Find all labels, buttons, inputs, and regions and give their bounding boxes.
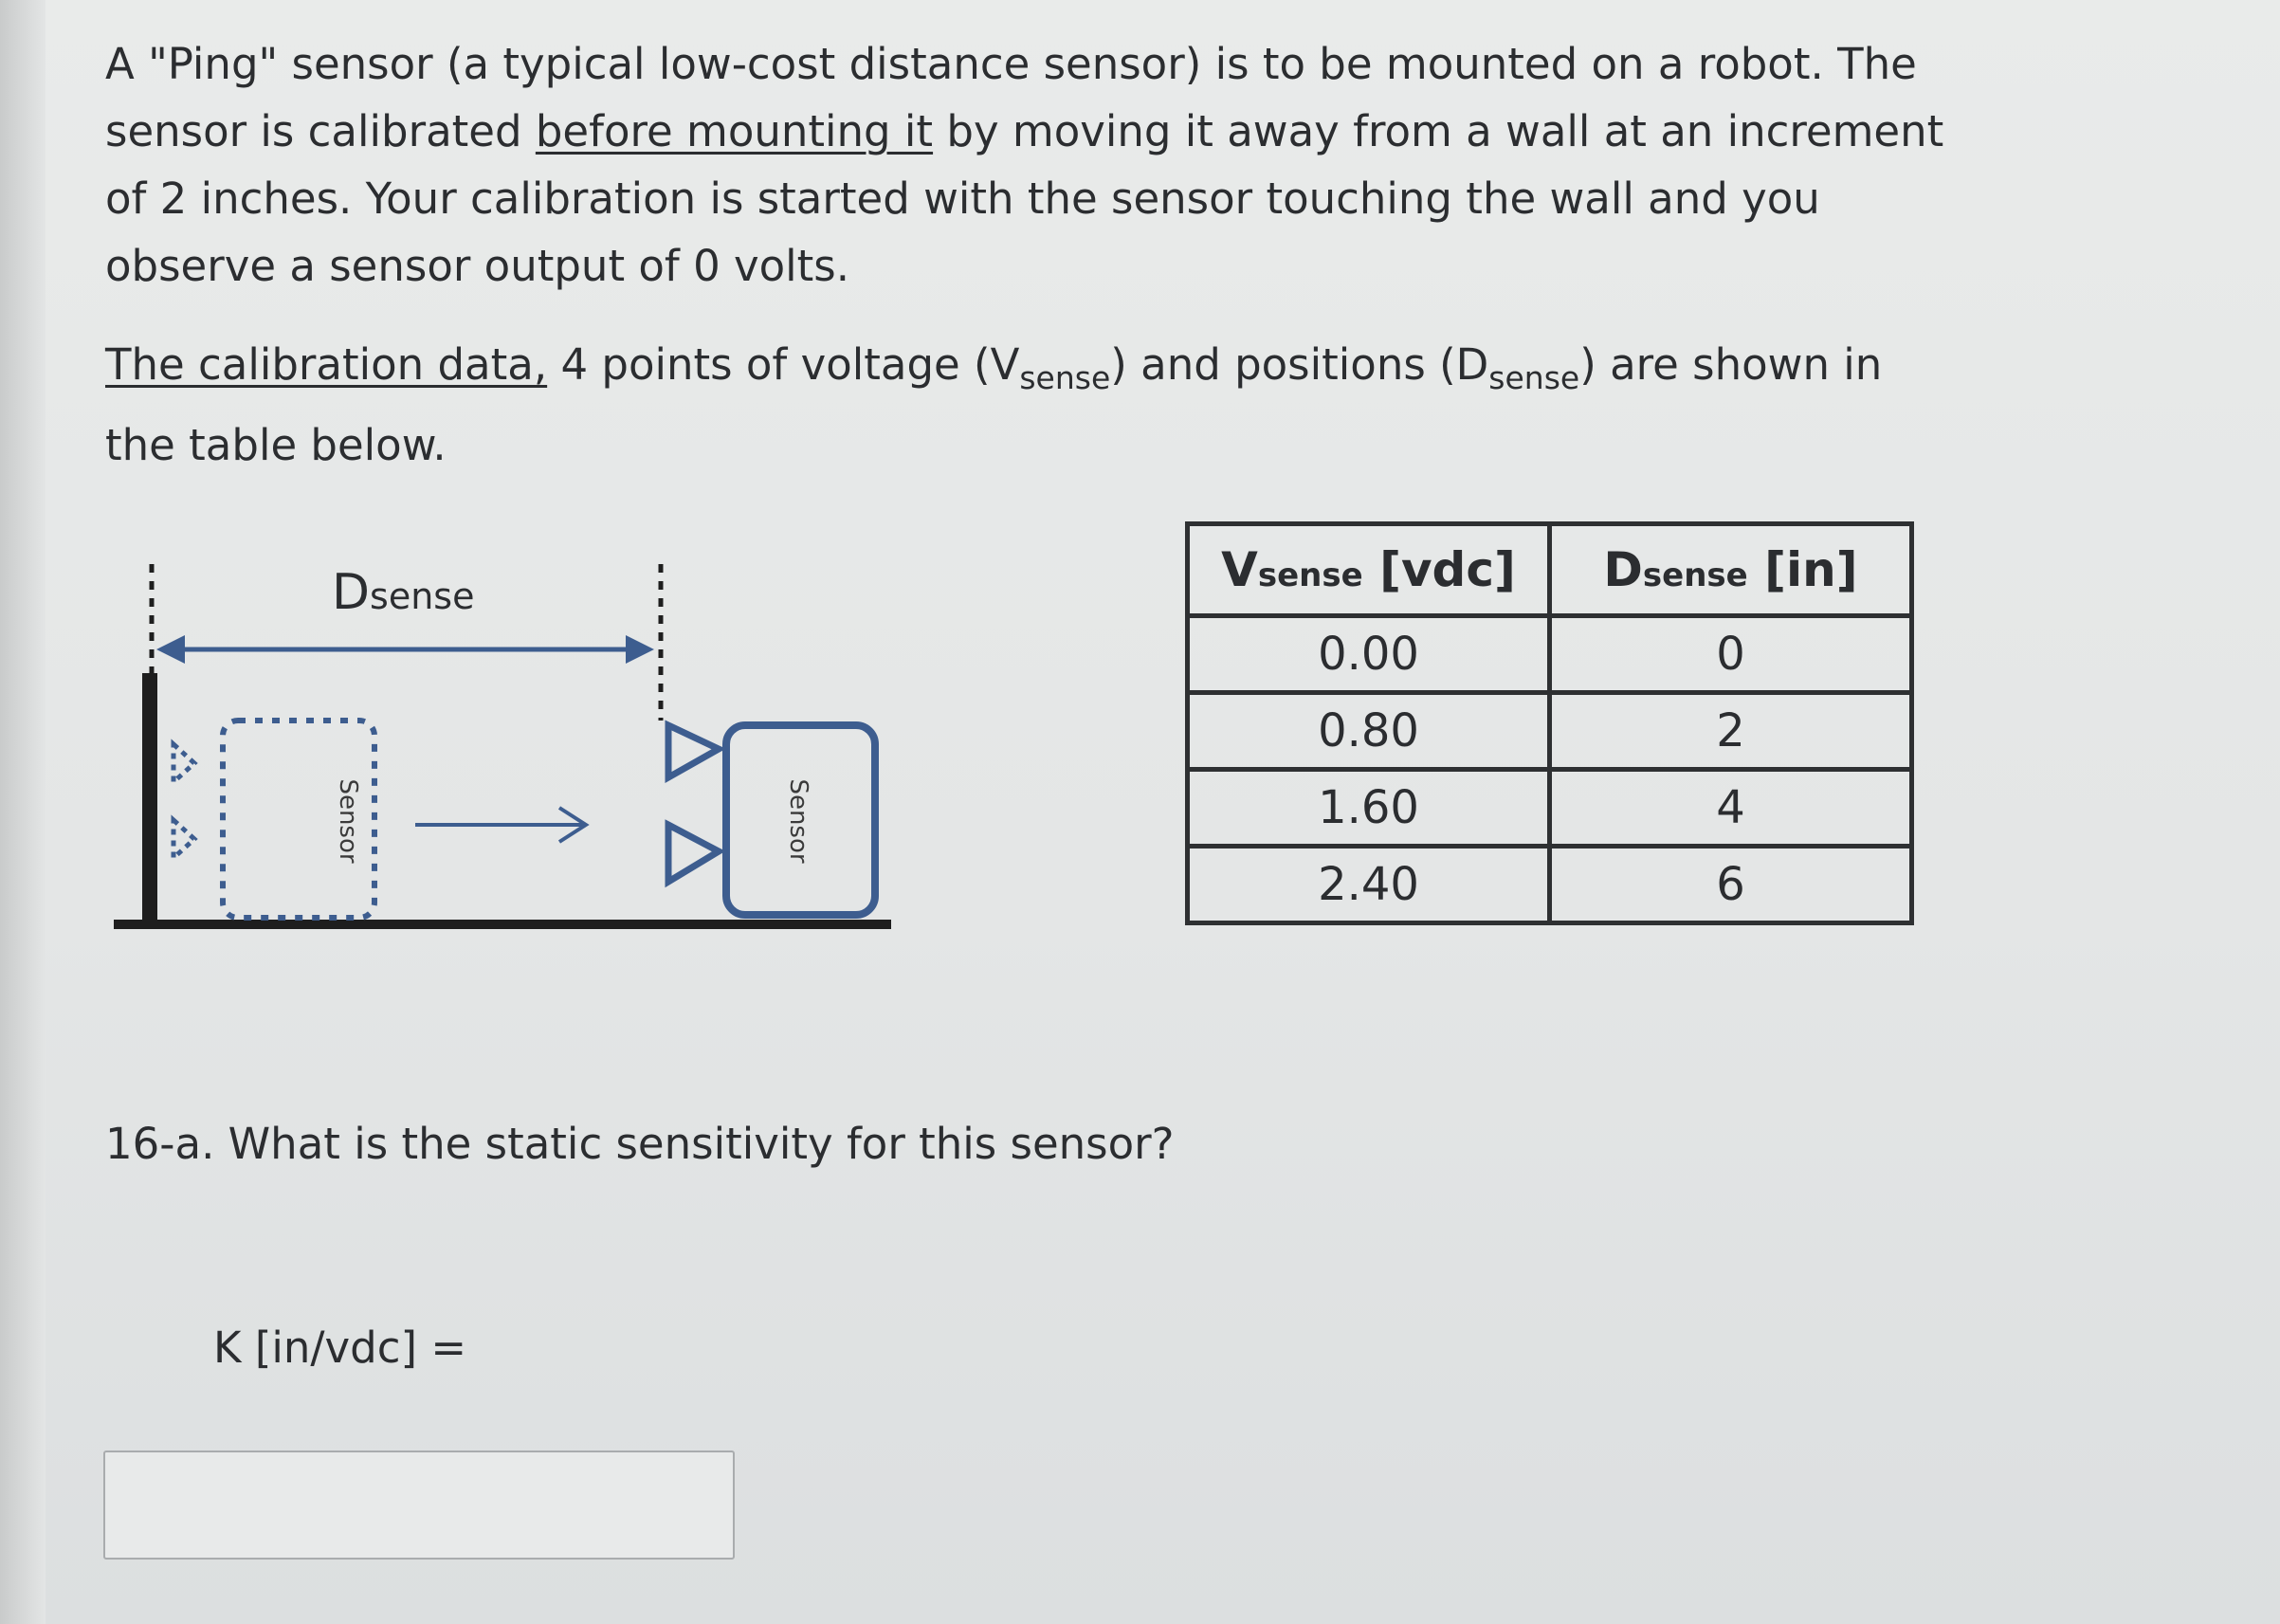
transducer-bottom <box>668 825 719 882</box>
position-cell: 2 <box>1550 693 1912 770</box>
dsense-sub: sense <box>370 575 475 617</box>
transducer-top <box>668 725 719 777</box>
position-cell: 0 <box>1550 616 1912 693</box>
left-edge-shadow <box>0 0 46 1624</box>
intro-underlined-text: before mounting it <box>535 106 934 156</box>
answer-input[interactable] <box>103 1451 735 1560</box>
table-row <box>1188 616 1912 693</box>
initial-transducer-bottom <box>173 820 194 858</box>
header-vsense-unit: [vdc] <box>1362 542 1516 597</box>
data-subscript-2: sense <box>1488 359 1580 396</box>
voltage-cell: 1.60 <box>1188 770 1550 847</box>
calibration-data-description <box>105 331 1963 479</box>
dimension-arrow-right-head <box>626 635 654 664</box>
moved-sensor-label: Sensor <box>784 778 812 864</box>
header-vsense-main: V <box>1221 542 1258 597</box>
problem-intro <box>105 30 1963 300</box>
data-subscript-1: sense <box>1019 359 1111 396</box>
answer-label: K [in/vdc] = <box>213 1323 467 1373</box>
data-text-2: ) and positions (D <box>1110 339 1489 390</box>
calibration-table <box>1185 521 1914 925</box>
initial-transducer-top <box>173 744 194 782</box>
question-text: 16-a. What is the static sensitivity for this sensor? <box>105 1119 1175 1169</box>
dsense-label <box>332 564 474 621</box>
table-header-row <box>1188 524 1912 616</box>
header-vsense <box>1188 524 1550 616</box>
table-row <box>1188 847 1912 923</box>
data-text-1: 4 points of voltage (V <box>547 339 1020 390</box>
header-dsense-main: D <box>1603 542 1643 597</box>
table-row <box>1188 693 1912 770</box>
intro-rest-text: by moving it away from a wall at an increment of 2 inches. Your calibration is started with the sensor touching the wall and you observe a sensor output of 0 volts. <box>105 106 1944 291</box>
voltage-cell: 2.40 <box>1188 847 1550 923</box>
ground-line <box>114 920 891 929</box>
voltage-cell: 0.80 <box>1188 693 1550 770</box>
header-dsense-sub: sense <box>1642 557 1748 594</box>
header-vsense-sub: sense <box>1257 557 1363 594</box>
voltage-cell: 0.00 <box>1188 616 1550 693</box>
sensor-calibration-diagram <box>109 550 896 948</box>
header-dsense-unit: [in] <box>1747 542 1858 597</box>
header-dsense <box>1550 524 1912 616</box>
position-cell: 4 <box>1550 770 1912 847</box>
intro-text: A "Ping" sensor (a typical low-cost distance sensor) is to be mounted on a robot. The sensor is calibrated <box>105 39 1917 156</box>
data-underlined-text: The calibration data, <box>105 339 548 390</box>
dimension-arrow-left-head <box>156 635 185 664</box>
wall <box>142 673 157 924</box>
initial-sensor-label: Sensor <box>334 778 362 864</box>
diagram-graphic <box>109 550 896 948</box>
data-text-3: ) are shown in the table below. <box>105 339 1883 470</box>
position-cell: 6 <box>1550 847 1912 923</box>
dsense-main: D <box>332 564 371 621</box>
table-row <box>1188 770 1912 847</box>
